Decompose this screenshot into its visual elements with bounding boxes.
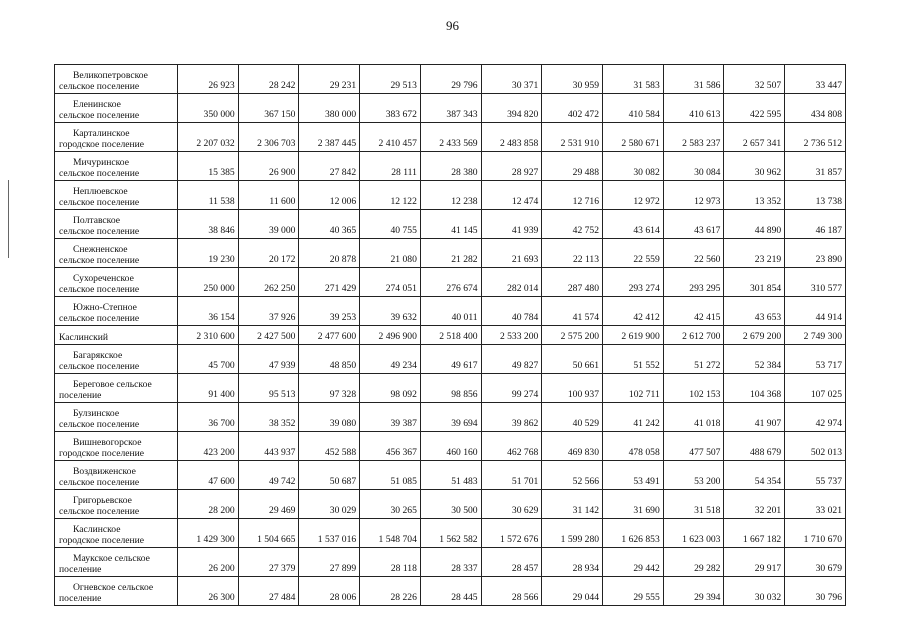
row-name-line: сельское поселение — [59, 360, 140, 372]
value-cell: 287 480 — [542, 268, 603, 297]
value-cell: 12 973 — [663, 181, 724, 210]
value-cell: 51 085 — [360, 461, 421, 490]
value-cell: 28 380 — [420, 152, 481, 181]
value-cell: 2 410 457 — [360, 123, 421, 152]
row-name-line: Булзинское — [73, 408, 120, 419]
value-cell: 98 092 — [360, 374, 421, 403]
row-name-cell — [55, 374, 178, 403]
row-name-line: сельское поселение — [59, 196, 140, 208]
row-name-line: сельское поселение — [59, 109, 140, 121]
value-cell: 31 857 — [785, 152, 846, 181]
value-cell: 40 011 — [420, 297, 481, 326]
row-name-line: сельское поселение — [59, 283, 140, 295]
table-row — [55, 123, 846, 152]
value-cell: 39 862 — [481, 403, 542, 432]
district-row — [55, 326, 846, 345]
value-cell: 30 082 — [603, 152, 664, 181]
value-cell: 30 032 — [724, 577, 785, 606]
table-row — [55, 345, 846, 374]
value-cell: 47 939 — [238, 345, 299, 374]
value-cell: 38 352 — [238, 403, 299, 432]
value-cell: 2 433 569 — [420, 123, 481, 152]
value-cell: 40 529 — [542, 403, 603, 432]
row-name-line: Каслинское — [73, 524, 121, 535]
value-cell: 11 600 — [238, 181, 299, 210]
value-cell: 29 513 — [360, 65, 421, 94]
margin-line — [8, 180, 9, 258]
value-cell: 97 328 — [299, 374, 360, 403]
row-name-cell — [55, 181, 178, 210]
value-cell: 36 700 — [178, 403, 239, 432]
value-cell: 30 029 — [299, 490, 360, 519]
value-cell: 460 160 — [420, 432, 481, 461]
value-cell: 28 566 — [481, 577, 542, 606]
value-cell: 32 201 — [724, 490, 785, 519]
value-cell: 53 200 — [663, 461, 724, 490]
value-cell: 22 559 — [603, 239, 664, 268]
value-cell: 27 379 — [238, 548, 299, 577]
value-cell: 301 854 — [724, 268, 785, 297]
value-cell: 31 586 — [663, 65, 724, 94]
value-cell: 54 354 — [724, 461, 785, 490]
value-cell: 27 899 — [299, 548, 360, 577]
value-cell: 28 200 — [178, 490, 239, 519]
row-name-cell — [55, 548, 178, 577]
value-cell: 47 600 — [178, 461, 239, 490]
value-cell: 29 394 — [663, 577, 724, 606]
table-row — [55, 239, 846, 268]
value-cell: 42 415 — [663, 297, 724, 326]
value-cell: 12 474 — [481, 181, 542, 210]
row-name-line: городское поселение — [59, 138, 145, 150]
value-cell: 12 006 — [299, 181, 360, 210]
value-cell: 1 504 665 — [238, 519, 299, 548]
value-cell: 43 653 — [724, 297, 785, 326]
value-cell: 44 890 — [724, 210, 785, 239]
value-cell: 13 352 — [724, 181, 785, 210]
value-cell: 2 387 445 — [299, 123, 360, 152]
row-name-line: сельское поселение — [59, 418, 140, 430]
value-cell: 27 484 — [238, 577, 299, 606]
row-name-cell — [55, 345, 178, 374]
value-cell: 2 483 858 — [481, 123, 542, 152]
value-cell: 43 614 — [603, 210, 664, 239]
value-cell: 469 830 — [542, 432, 603, 461]
value-cell: 28 445 — [420, 577, 481, 606]
value-cell: 26 200 — [178, 548, 239, 577]
value-cell: 31 142 — [542, 490, 603, 519]
value-cell: 29 469 — [238, 490, 299, 519]
table-row — [55, 94, 846, 123]
table-row — [55, 577, 846, 606]
value-cell: 50 661 — [542, 345, 603, 374]
value-cell: 30 500 — [420, 490, 481, 519]
row-name-line: сельское поселение — [59, 80, 140, 92]
value-cell: 21 282 — [420, 239, 481, 268]
row-name-cell — [55, 519, 178, 548]
row-name-line: городское поселение — [59, 534, 145, 546]
value-cell: 43 617 — [663, 210, 724, 239]
value-cell: 104 368 — [724, 374, 785, 403]
value-cell: 2 533 200 — [481, 326, 542, 345]
value-cell: 2 749 300 — [785, 326, 846, 345]
value-cell: 443 937 — [238, 432, 299, 461]
value-cell: 41 907 — [724, 403, 785, 432]
value-cell: 2 619 900 — [603, 326, 664, 345]
row-name-cell — [55, 461, 178, 490]
value-cell: 1 548 704 — [360, 519, 421, 548]
row-name-line: Каслинский — [59, 331, 109, 343]
value-cell: 293 295 — [663, 268, 724, 297]
value-cell: 276 674 — [420, 268, 481, 297]
table-row — [55, 374, 846, 403]
value-cell: 39 080 — [299, 403, 360, 432]
row-name-cell — [55, 490, 178, 519]
value-cell: 423 200 — [178, 432, 239, 461]
value-cell: 13 738 — [785, 181, 846, 210]
value-cell: 55 737 — [785, 461, 846, 490]
row-name-line: Багарякское — [73, 350, 123, 361]
value-cell: 41 574 — [542, 297, 603, 326]
table-row — [55, 403, 846, 432]
value-cell: 20 172 — [238, 239, 299, 268]
value-cell: 102 153 — [663, 374, 724, 403]
value-cell: 29 442 — [603, 548, 664, 577]
row-name-cell — [55, 65, 178, 94]
value-cell: 32 507 — [724, 65, 785, 94]
value-cell: 99 274 — [481, 374, 542, 403]
row-name-line: Воздвиженское — [73, 466, 136, 477]
table-row — [55, 297, 846, 326]
table-body — [55, 65, 846, 606]
value-cell: 1 623 003 — [663, 519, 724, 548]
value-cell: 2 657 341 — [724, 123, 785, 152]
value-cell: 53 491 — [603, 461, 664, 490]
value-cell: 39 694 — [420, 403, 481, 432]
value-cell: 2 679 200 — [724, 326, 785, 345]
value-cell: 107 025 — [785, 374, 846, 403]
value-cell: 28 006 — [299, 577, 360, 606]
value-cell: 29 231 — [299, 65, 360, 94]
value-cell: 434 808 — [785, 94, 846, 123]
value-cell: 38 846 — [178, 210, 239, 239]
row-name-line: Григорьевское — [73, 495, 132, 506]
row-name-line: сельское поселение — [59, 167, 140, 179]
value-cell: 23 219 — [724, 239, 785, 268]
value-cell: 50 687 — [299, 461, 360, 490]
row-name-line: Карталинское — [73, 128, 130, 139]
value-cell: 2 496 900 — [360, 326, 421, 345]
value-cell: 28 242 — [238, 65, 299, 94]
value-cell: 28 927 — [481, 152, 542, 181]
value-cell: 41 145 — [420, 210, 481, 239]
value-cell: 29 917 — [724, 548, 785, 577]
row-name-line: Береговое сельское — [73, 379, 152, 390]
value-cell: 44 914 — [785, 297, 846, 326]
value-cell: 2 531 910 — [542, 123, 603, 152]
table-row — [55, 519, 846, 548]
row-name-line: Южно-Степное — [73, 302, 137, 313]
value-cell: 2 612 700 — [663, 326, 724, 345]
value-cell: 28 934 — [542, 548, 603, 577]
value-cell: 367 150 — [238, 94, 299, 123]
value-cell: 22 113 — [542, 239, 603, 268]
table-row — [55, 461, 846, 490]
row-name-cell — [55, 239, 178, 268]
row-name-cell — [55, 432, 178, 461]
row-name-line: сельское поселение — [59, 225, 140, 237]
value-cell: 51 272 — [663, 345, 724, 374]
value-cell: 422 595 — [724, 94, 785, 123]
value-cell: 39 000 — [238, 210, 299, 239]
value-cell: 30 629 — [481, 490, 542, 519]
row-name-line: Неплюевское — [73, 186, 128, 197]
table-row — [55, 548, 846, 577]
value-cell: 21 693 — [481, 239, 542, 268]
value-cell: 12 716 — [542, 181, 603, 210]
value-cell: 29 044 — [542, 577, 603, 606]
value-cell: 1 667 182 — [724, 519, 785, 548]
value-cell: 478 058 — [603, 432, 664, 461]
value-cell: 41 018 — [663, 403, 724, 432]
value-cell: 23 890 — [785, 239, 846, 268]
data-table — [54, 64, 846, 606]
value-cell: 27 842 — [299, 152, 360, 181]
row-name-cell — [55, 152, 178, 181]
value-cell: 350 000 — [178, 94, 239, 123]
value-cell: 48 850 — [299, 345, 360, 374]
row-name-line: Огневское сельское — [73, 582, 154, 593]
row-name-cell — [55, 297, 178, 326]
table-row — [55, 65, 846, 94]
value-cell: 39 387 — [360, 403, 421, 432]
row-name-line: сельское поселение — [59, 254, 140, 266]
value-cell: 40 784 — [481, 297, 542, 326]
value-cell: 21 080 — [360, 239, 421, 268]
value-cell: 28 337 — [420, 548, 481, 577]
row-name-cell — [55, 403, 178, 432]
value-cell: 456 367 — [360, 432, 421, 461]
row-name-cell — [55, 577, 178, 606]
value-cell: 26 900 — [238, 152, 299, 181]
value-cell: 1 562 582 — [420, 519, 481, 548]
value-cell: 2 580 671 — [603, 123, 664, 152]
value-cell: 1 537 016 — [299, 519, 360, 548]
value-cell: 29 282 — [663, 548, 724, 577]
value-cell: 410 613 — [663, 94, 724, 123]
value-cell: 41 939 — [481, 210, 542, 239]
value-cell: 30 962 — [724, 152, 785, 181]
value-cell: 2 306 703 — [238, 123, 299, 152]
value-cell: 26 300 — [178, 577, 239, 606]
value-cell: 100 937 — [542, 374, 603, 403]
row-name-line: Маукское сельское — [73, 553, 150, 564]
table-row — [55, 181, 846, 210]
value-cell: 22 560 — [663, 239, 724, 268]
table-row — [55, 432, 846, 461]
value-cell: 95 513 — [238, 374, 299, 403]
value-cell: 2 575 200 — [542, 326, 603, 345]
value-cell: 452 588 — [299, 432, 360, 461]
value-cell: 98 856 — [420, 374, 481, 403]
value-cell: 1 572 676 — [481, 519, 542, 548]
row-name-line: сельское поселение — [59, 505, 140, 517]
value-cell: 30 959 — [542, 65, 603, 94]
row-name-line: Сухореченское — [73, 273, 134, 284]
value-cell: 31 690 — [603, 490, 664, 519]
value-cell: 49 742 — [238, 461, 299, 490]
table-row — [55, 490, 846, 519]
row-name-cell — [55, 210, 178, 239]
value-cell: 29 555 — [603, 577, 664, 606]
value-cell: 31 518 — [663, 490, 724, 519]
value-cell: 26 923 — [178, 65, 239, 94]
value-cell: 29 796 — [420, 65, 481, 94]
value-cell: 310 577 — [785, 268, 846, 297]
value-cell: 462 768 — [481, 432, 542, 461]
value-cell: 380 000 — [299, 94, 360, 123]
value-cell: 1 429 300 — [178, 519, 239, 548]
value-cell: 51 483 — [420, 461, 481, 490]
value-cell: 30 796 — [785, 577, 846, 606]
value-cell: 28 226 — [360, 577, 421, 606]
value-cell: 42 412 — [603, 297, 664, 326]
value-cell: 51 701 — [481, 461, 542, 490]
table-row — [55, 152, 846, 181]
value-cell: 39 253 — [299, 297, 360, 326]
row-name-line: Мичуринское — [73, 157, 129, 168]
value-cell: 30 265 — [360, 490, 421, 519]
value-cell: 45 700 — [178, 345, 239, 374]
value-cell: 42 974 — [785, 403, 846, 432]
value-cell: 2 310 600 — [178, 326, 239, 345]
row-name-cell — [55, 268, 178, 297]
value-cell: 1 710 670 — [785, 519, 846, 548]
value-cell: 2 477 600 — [299, 326, 360, 345]
row-name-line: Еленинское — [73, 99, 121, 110]
row-name-line: поселение — [59, 592, 102, 604]
value-cell: 271 429 — [299, 268, 360, 297]
value-cell: 2 583 237 — [663, 123, 724, 152]
value-cell: 12 238 — [420, 181, 481, 210]
value-cell: 40 755 — [360, 210, 421, 239]
value-cell: 11 538 — [178, 181, 239, 210]
value-cell: 52 384 — [724, 345, 785, 374]
value-cell: 40 365 — [299, 210, 360, 239]
value-cell: 52 566 — [542, 461, 603, 490]
value-cell: 49 617 — [420, 345, 481, 374]
value-cell: 102 711 — [603, 374, 664, 403]
value-cell: 293 274 — [603, 268, 664, 297]
value-cell: 394 820 — [481, 94, 542, 123]
value-cell: 274 051 — [360, 268, 421, 297]
value-cell: 20 878 — [299, 239, 360, 268]
value-cell: 33 021 — [785, 490, 846, 519]
value-cell: 383 672 — [360, 94, 421, 123]
value-cell: 12 972 — [603, 181, 664, 210]
value-cell: 2 736 512 — [785, 123, 846, 152]
value-cell: 49 827 — [481, 345, 542, 374]
value-cell: 502 013 — [785, 432, 846, 461]
value-cell: 262 250 — [238, 268, 299, 297]
value-cell: 51 552 — [603, 345, 664, 374]
row-name-line: Вишневогорское — [73, 437, 142, 448]
value-cell: 250 000 — [178, 268, 239, 297]
row-name-line: Снежненское — [73, 244, 128, 255]
row-name-line: городское поселение — [59, 447, 145, 459]
row-name-line: поселение — [59, 389, 102, 401]
value-cell: 387 343 — [420, 94, 481, 123]
value-cell: 33 447 — [785, 65, 846, 94]
value-cell: 42 752 — [542, 210, 603, 239]
table-row — [55, 268, 846, 297]
row-name-line: поселение — [59, 563, 102, 575]
value-cell: 1 626 853 — [603, 519, 664, 548]
value-cell: 15 385 — [178, 152, 239, 181]
row-name-cell — [55, 326, 178, 345]
value-cell: 53 717 — [785, 345, 846, 374]
value-cell: 410 584 — [603, 94, 664, 123]
value-cell: 30 679 — [785, 548, 846, 577]
value-cell: 49 234 — [360, 345, 421, 374]
page-number: 96 — [446, 18, 459, 33]
value-cell: 2 207 032 — [178, 123, 239, 152]
value-cell: 488 679 — [724, 432, 785, 461]
value-cell: 402 472 — [542, 94, 603, 123]
value-cell: 30 371 — [481, 65, 542, 94]
row-name-line: Полтавское — [73, 215, 121, 226]
row-name-cell — [55, 94, 178, 123]
value-cell: 37 926 — [238, 297, 299, 326]
value-cell: 41 242 — [603, 403, 664, 432]
row-name-line: Великопетровское — [73, 70, 148, 81]
table-row — [55, 210, 846, 239]
value-cell: 36 154 — [178, 297, 239, 326]
value-cell: 1 599 280 — [542, 519, 603, 548]
value-cell: 282 014 — [481, 268, 542, 297]
value-cell: 28 118 — [360, 548, 421, 577]
row-name-line: сельское поселение — [59, 312, 140, 324]
value-cell: 91 400 — [178, 374, 239, 403]
value-cell: 28 457 — [481, 548, 542, 577]
value-cell: 31 583 — [603, 65, 664, 94]
value-cell: 2 518 400 — [420, 326, 481, 345]
value-cell: 29 488 — [542, 152, 603, 181]
value-cell: 477 507 — [663, 432, 724, 461]
row-name-cell — [55, 123, 178, 152]
row-name-line: сельское поселение — [59, 476, 140, 488]
value-cell: 12 122 — [360, 181, 421, 210]
value-cell: 19 230 — [178, 239, 239, 268]
value-cell: 2 427 500 — [238, 326, 299, 345]
value-cell: 28 111 — [360, 152, 421, 181]
value-cell: 30 084 — [663, 152, 724, 181]
value-cell: 46 187 — [785, 210, 846, 239]
value-cell: 39 632 — [360, 297, 421, 326]
